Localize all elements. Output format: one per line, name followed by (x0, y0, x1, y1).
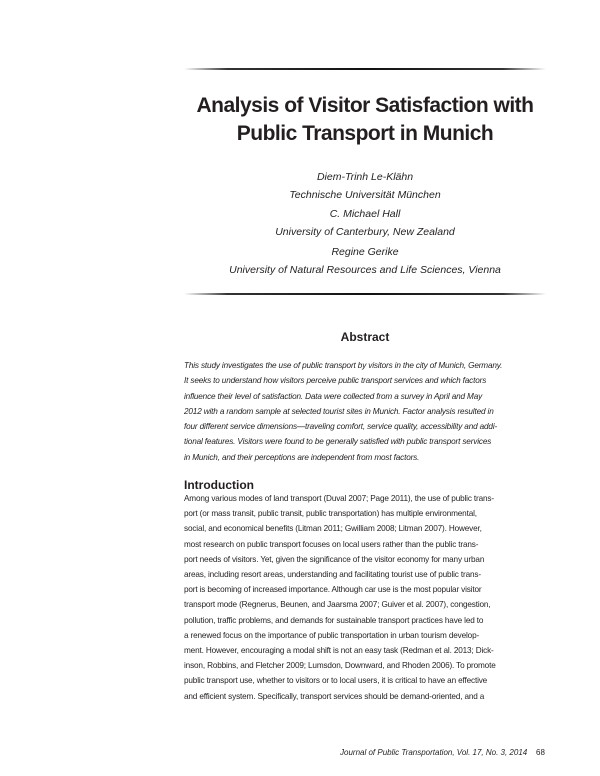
intro-line: a renewed focus on the importance of public transportation in urban tourism develop- (184, 630, 480, 640)
footer-page-number: 68 (536, 748, 545, 757)
intro-line: most research on public transport focuses on local users rather than the public trans- (184, 539, 479, 549)
author-affiliation: University of Natural Resources and Life Sciences, Vienna (229, 264, 501, 276)
author-name: Regine Gerike (331, 246, 399, 258)
author-1 (184, 168, 546, 204)
top-decorative-rule (184, 68, 546, 70)
title-line-2: Public Transport in Munich (236, 122, 494, 145)
abstract-body (184, 358, 546, 465)
bottom-decorative-rule (184, 293, 546, 295)
intro-line: pollution, traffic problems, and demands for sustainable transport practices have led to (184, 615, 484, 625)
introduction-body (184, 491, 546, 704)
author-name: Diem-Trinh Le-Klähn (316, 171, 414, 183)
abstract-line: influence their level of satisfaction. Data were collected from a survey in April and May (184, 391, 483, 401)
abstract-line: tional features. Visitors were found to be generally satisfied with public transport services (184, 437, 492, 447)
author-name: C. Michael Hall (329, 208, 401, 220)
intro-line: port (or mass transit, public transit, public transportation) has multiple environmental, (184, 509, 477, 519)
intro-line: port needs of visitors. Yet, given the significance of the visitor economy for many urban (184, 554, 485, 564)
paper-title (184, 92, 546, 148)
intro-line: and efficient system. Specifically, transport services should be demand-oriented, and a (184, 691, 485, 701)
abstract-line: It seeks to understand how visitors perceive public transport services and which factors (184, 376, 487, 386)
abstract-heading: Abstract (340, 330, 390, 344)
intro-line: areas, including resort areas, understanding and facilitating tourist use of public trans- (184, 570, 481, 580)
abstract-line: This study investigates the use of public transport by visitors in the city of Munich, Germany. (184, 361, 503, 370)
intro-line: ment. However, encouraging a modal shift is not an easy task (Redman et al. 2013; Dick- (184, 646, 494, 656)
abstract-line: in Munich, and their perceptions are independent from most factors. (184, 452, 420, 462)
author-2 (184, 205, 546, 241)
abstract-line: 2012 with a random sample at selected tourist sites in Munich. Factor analysis resulted in (184, 406, 494, 416)
intro-line: transport mode (Regnerus, Beunen, and Jaarsma 2007; Guiver et al. 2007), congestion, (184, 600, 491, 610)
intro-line: social, and economical benefits (Litman 2011; Gwilliam 2008; Litman 2007). However, (184, 524, 482, 534)
author-3 (184, 243, 546, 279)
footer-journal-citation: Journal of Public Transportation, Vol. 17, No. 3, 2014 (340, 748, 528, 757)
introduction-heading: Introduction (184, 478, 254, 492)
intro-line: port is becoming of increased importance. Although car use is the most popular visitor (184, 585, 482, 595)
author-affiliation: Technische Universität München (289, 189, 441, 201)
title-line-1: Analysis of Visitor Satisfaction with (196, 94, 534, 117)
intro-line: Among various modes of land transport (Duval 2007; Page 2011), the use of public trans- (184, 494, 494, 503)
intro-line: inson, Robbins, and Fletcher 2009; Lumsdon, Downward, and Rhoden 2006). To promote (184, 661, 496, 671)
abstract-line: four different service dimensions—traveling comfort, service quality, accessibility and addi- (184, 422, 498, 432)
intro-line: public transport use, whether to visitors or to local users, it is critical to have an effective (184, 676, 488, 686)
author-affiliation: University of Canterbury, New Zealand (275, 226, 455, 238)
